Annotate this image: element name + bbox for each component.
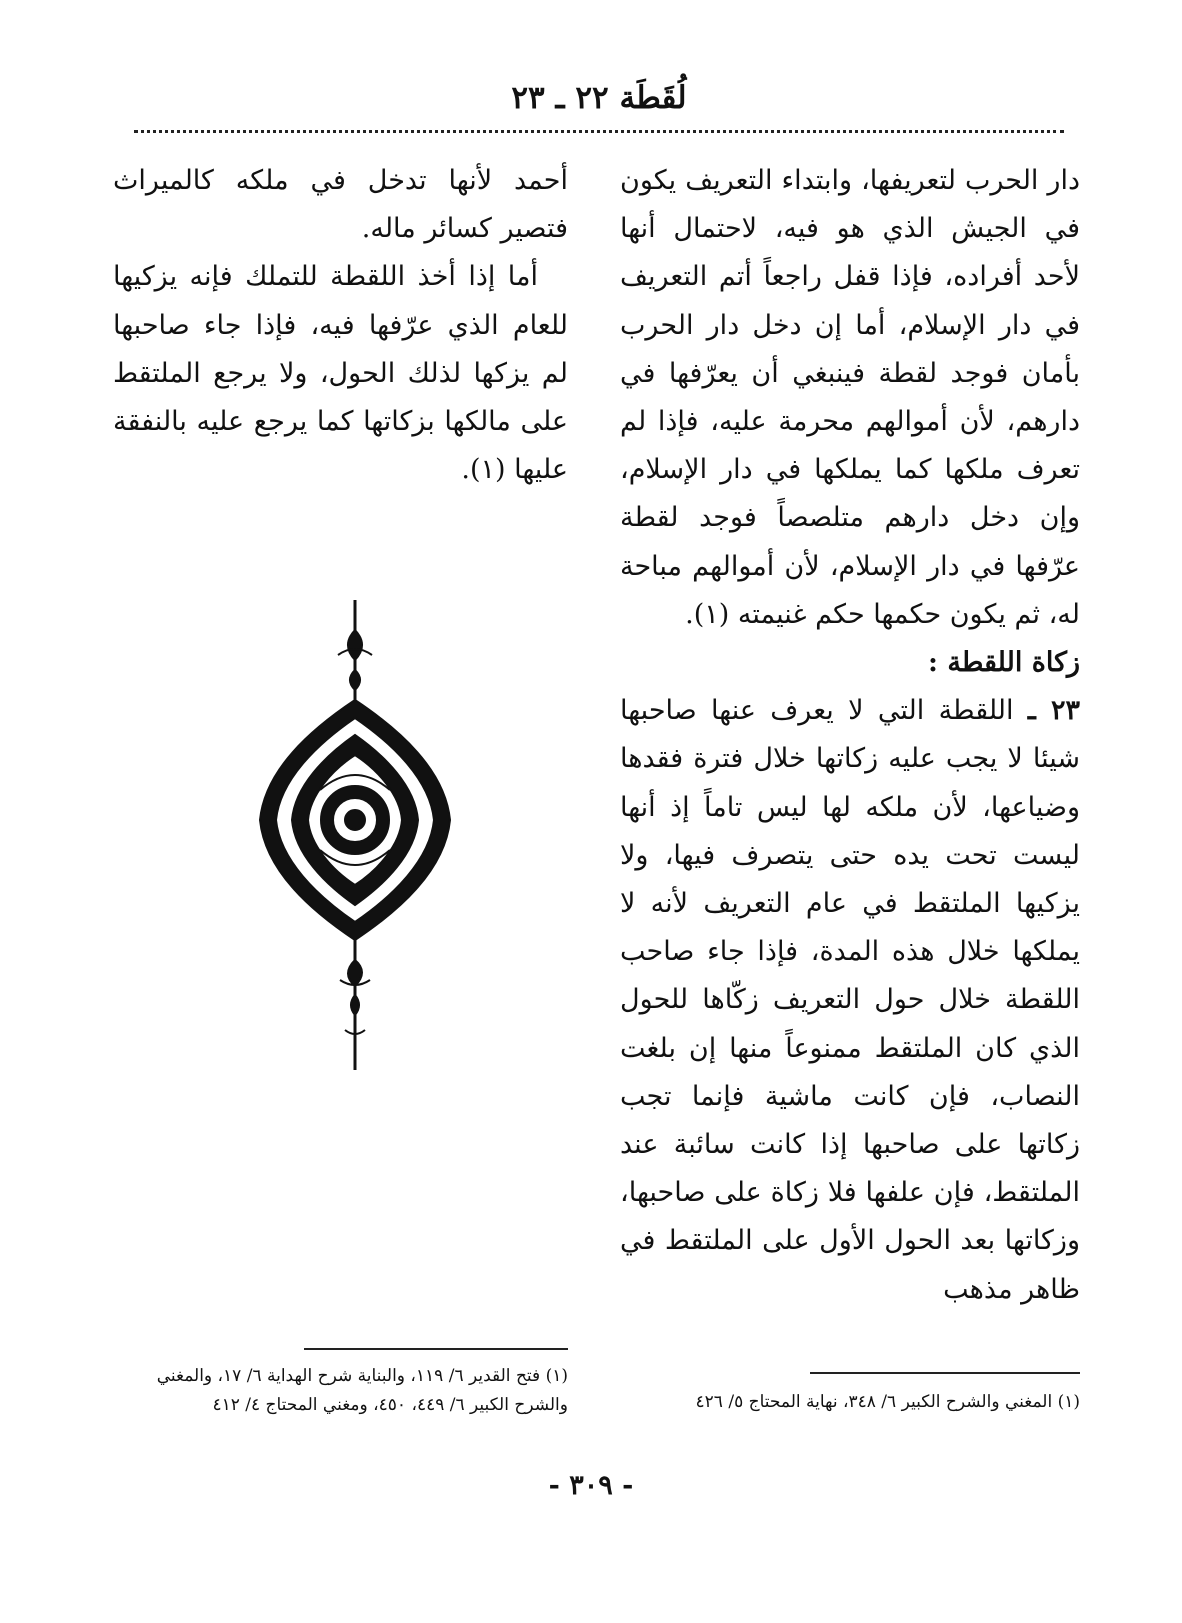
- header-dotted-rule: [134, 130, 1064, 133]
- left-para-1: أحمد لأنها تدخل في ملكه كالميراث فتصير كسائر ماله.: [113, 165, 568, 245]
- right-para-1: دار الحرب لتعريفها، وابتداء التعريف يكون في الجيش الذي هو فيه، لاحتمال أنها لأحد أفراده، فإذا قفل راجعاً أتم التعريف في دار الإسلام، أما إن دخل دار الحرب بأمان فوجد لقطة فينبغي أن يعرّفها في دارهم، لأن أموالهم محرمة عليه، فإذا لم تعرف ملكها كما يملكها في دار الإسلام، وإن دخل دارهم متلصصاً فوجد لقطة عرّفها في دار الإسلام، لأن أموالهم مباحة له، ثم يكون حكمها حكم غنيمته (١).: [620, 165, 1080, 630]
- left-para-2: أما إذا أخذ اللقطة للتملك فإنه يزكيها للعام الذي عرّفها فيه، فإذا جاء صاحبها لم يزكها لذلك الحول، ولا يرجع الملتقط على مالكها بزكاتها كما يرجع عليه بالنفقة عليها (١).: [113, 261, 568, 486]
- footnote-divider-right: [810, 1372, 1080, 1374]
- right-para-2-text: اللقطة التي لا يعرف عنها صاحبها شيئا لا يجب عليه زكاتها خلال فترة فقدها وضياعها، لأن ملكه لها ليس تاماً إذ أنها ليست تحت يده حتى يتصرف فيها، ولا يزكيها الملتقط في عام التعريف لأنه لا يملكها خلال هذه المدة، فإذا جاء صاحب اللقطة خلال حول التعريف زكّاها للحول الذي كان الملتقط ممنوعاً منها إن بلغت النصاب، فإن كانت ماشية فإنما تجب زكاتها على صاحبها إذا كانت سائبة عند الملتقط، فإن علفها فلا زكاة على صاحبها، وزكاتها بعد الحول الأول على الملتقط في ظاهر مذهب: [620, 695, 1080, 1305]
- footnote-divider-left: [304, 1348, 568, 1350]
- section-heading: زكاة اللقطة :: [928, 647, 1080, 679]
- left-column: [113, 157, 568, 494]
- right-para-2: [620, 687, 1080, 1314]
- footnote-left: (١) فتح القدير ٦/ ١١٩، والبناية شرح الهداية ٦/ ١٧، والمغني والشرح الكبير ٦/ ٤٤٩، ٤٥٠، ومغني المحتاج ٤/ ٤١٢: [156, 1366, 568, 1415]
- right-column: [620, 157, 1080, 1314]
- arabesque-medallion-ornament: [250, 600, 460, 1070]
- page-header-title: لُقَطَة ٢٢ ـ ٢٣: [511, 80, 687, 116]
- section-number: ٢٣ ـ: [1027, 695, 1080, 727]
- footnote-right: (١) المغني والشرح الكبير ٦/ ٣٤٨، نهاية المحتاج ٥/ ٤٢٦: [695, 1392, 1080, 1412]
- page-number: - ٣٠٩ -: [548, 1470, 634, 1501]
